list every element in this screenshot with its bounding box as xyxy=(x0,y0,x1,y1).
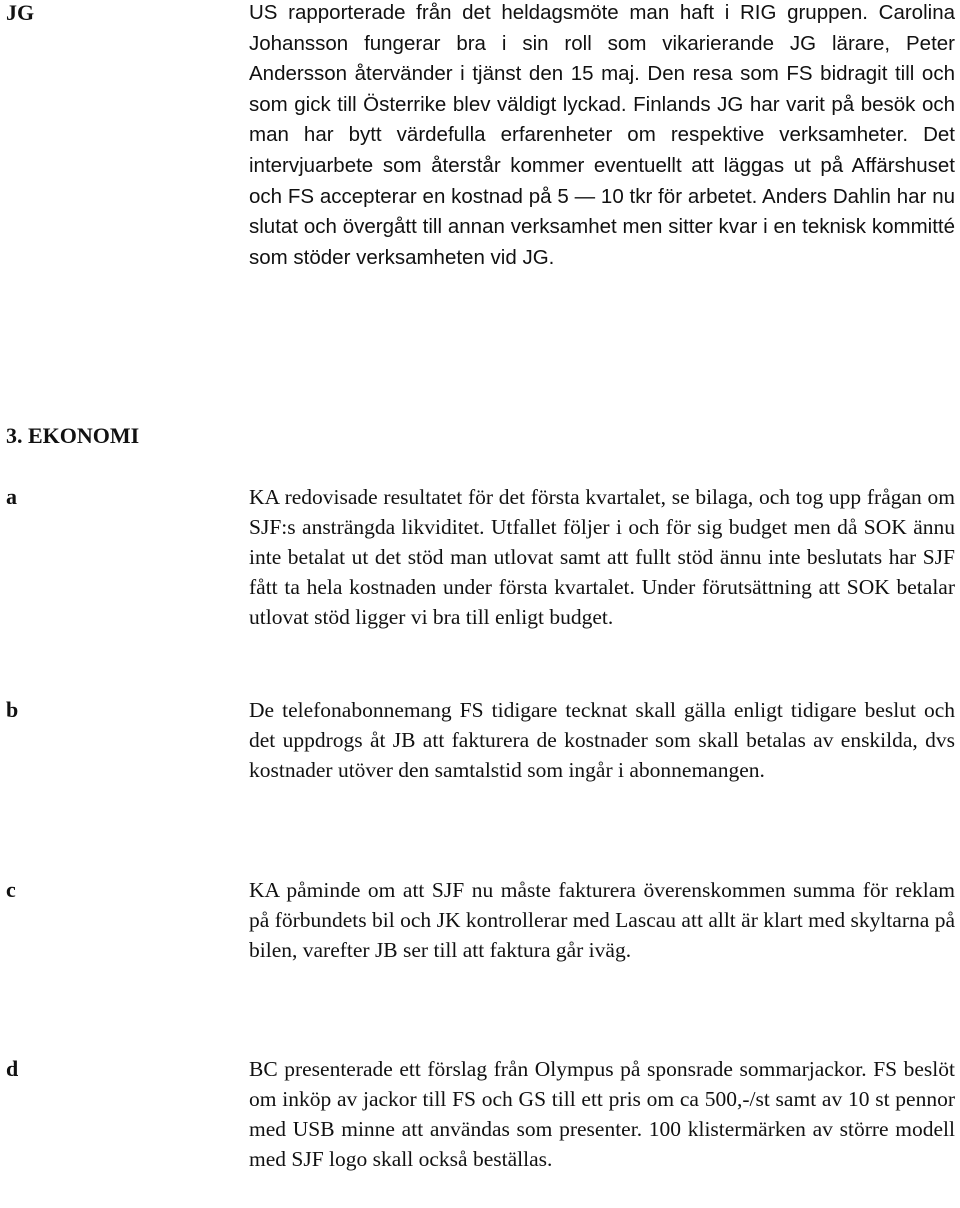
item-label-d: d xyxy=(6,1056,19,1081)
item-label-a: a xyxy=(6,484,17,509)
item-label-b: b xyxy=(6,697,19,722)
jg-paragraph: US rapporterade från det heldagsmöte man haft i RIG gruppen. Carolina Johansson fungerar bra i sin roll som vikarierande JG lärare, Peter Andersson återvänder i tjänst den 15 maj. Den resa som FS bidragit till och som gick till Österrike blev väldigt lyckad. Finlands JG har varit på besök och man har bytt värdefulla erfarenheter om respektive verksamheter. Det intervjuarbete som återstår kommer eventuellt att läggas ut på Affärshuset och FS accepterar en kostnad på 5 — 10 tkr för arbetet. Anders Dahlin har nu slutat och övergått till annan verksamhet men sitter kvar i en teknisk kommitté som stöder verksamheten vid JG. xyxy=(249,1,955,269)
item-paragraph-d: BC presenterade ett förslag från Olympus på sponsrade sommarjackor. FS beslöt om inköp av jackor till FS och GS till ett pris om ca 500,-/st samt av 10 st pennor med USB minne att användas som presenter. 100 klistermärken av större modell med SJF logo skall också beställas. xyxy=(249,1057,955,1171)
item-paragraph-a: KA redovisade resultatet för det första kvartalet, se bilaga, och tog upp frågan om SJF:s ansträngda likviditet. Utfallet följer i och för sig budget men då SOK ännu inte betalat ut det stöd man utlovat samt att fullt stöd ännu inte beslutats har SJF fått ta hela kostnaden under första kvartalet. Under förutsättning att SOK betalar utlovat stöd ligger vi bra till enligt budget. xyxy=(249,485,955,629)
item-paragraph-c: KA påminde om att SJF nu måste fakturera överenskommen summa för reklam på förbundets bil och JK kontrollerar med Lascau att allt är klart med skyltarna på bilen, varefter JB ser till att faktura går iväg. xyxy=(249,878,955,962)
item-paragraph-b: De telefonabonnemang FS tidigare tecknat skall gälla enligt tidigare beslut och det uppdrogs åt JB att fakturera de kostnader som skall betalas av enskilda, dvs kostnader utöver den samtalstid som ingår i abonnemangen. xyxy=(249,698,955,782)
section-heading-ekonomi: 3. EKONOMI xyxy=(6,423,140,448)
item-label-c: c xyxy=(6,877,16,902)
section-label-jg: JG xyxy=(6,0,35,25)
